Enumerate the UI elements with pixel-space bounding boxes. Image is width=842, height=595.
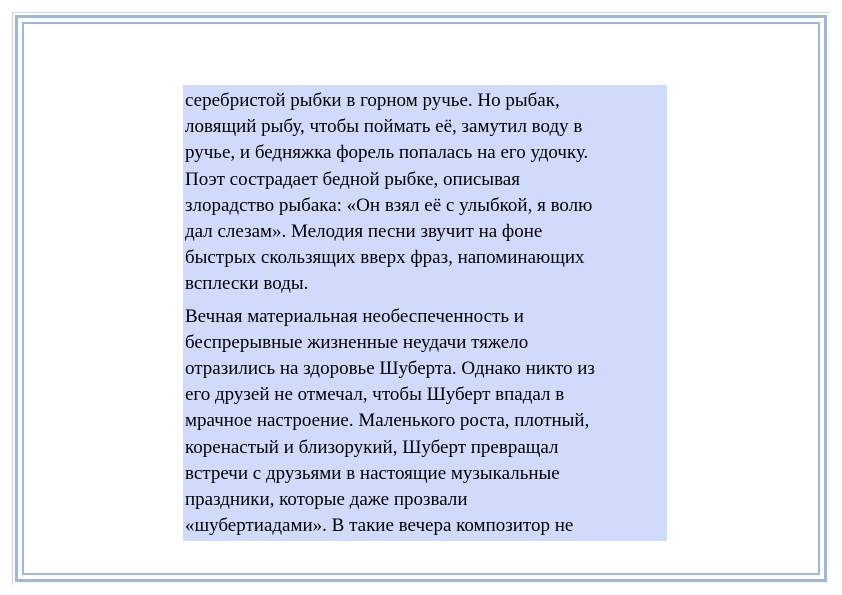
- text-line: праздники, которые даже прозвали: [185, 489, 468, 511]
- text-line: «шубертиадами». В такие вечера композитор не: [185, 515, 574, 537]
- text-line: коренастый и близорукий, Шуберт превращал: [185, 436, 559, 458]
- text-line: отразились на здоровье Шуберта. Однако никто из: [185, 358, 595, 380]
- text-line: дал слезам». Мелодия песни звучит на фоне: [185, 221, 543, 243]
- text-line: Вечная материальная необеспеченность и: [185, 305, 524, 327]
- text-line: встречи с друзьями в настоящие музыкальные: [185, 462, 560, 484]
- paragraph-2: [185, 304, 665, 540]
- text-line: ловящий рыбу, чтобы поймать её, замутил воду в: [185, 116, 583, 138]
- text-line: серебристой рыбки в горном ручье. Но рыбак,: [185, 90, 560, 111]
- text-line: всплески воды.: [185, 273, 309, 295]
- text-line: быстрых скользящих вверх фраз, напоминающих: [185, 247, 585, 269]
- paragraph-1: [185, 88, 665, 298]
- text-line: беспрерывные жизненные неудачи тяжело: [185, 331, 529, 353]
- text-line: его друзей не отмечал, чтобы Шуберт впадал в: [185, 384, 565, 406]
- text-line: злорадство рыбака: «Он взял её с улыбкой, я волю: [185, 194, 593, 216]
- highlighted-text-box[interactable]: [183, 85, 667, 541]
- text-line: Поэт сострадает бедной рыбке, описывая: [185, 168, 520, 190]
- text-line: ручье, и бедняжка форель попалась на его удочку.: [185, 142, 589, 164]
- text-line: мрачное настроение. Маленького роста, плотный,: [185, 410, 590, 432]
